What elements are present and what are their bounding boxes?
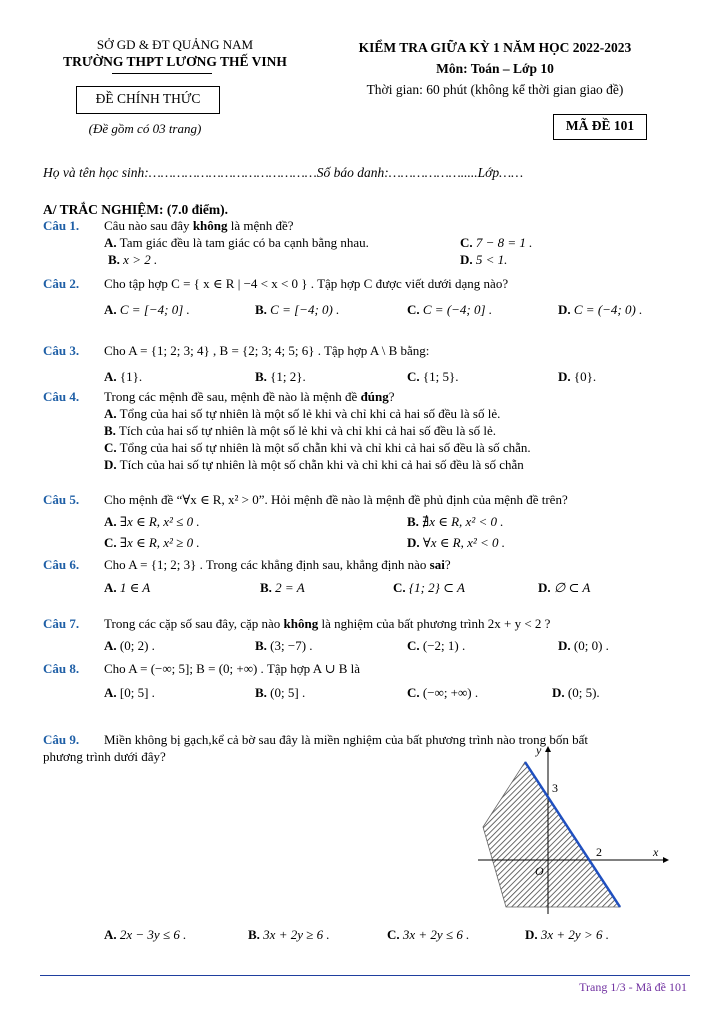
option-key: B.: [255, 369, 267, 384]
question-stem: Cho tập hợp C = { x ∈ R | −4 < x < 0 } . Tập hợp C được viết dưới dạng nào?: [104, 276, 509, 291]
stem-emphasis: không: [283, 616, 319, 631]
option-key: C.: [407, 685, 420, 700]
option-a: [104, 580, 150, 596]
option-a: [104, 235, 369, 251]
option-text: Tam giác đều là tam giác có ba cạnh bằng nhau.: [116, 235, 369, 250]
question-stem: Miền không bị gạch,kể cả bờ sau đây là miền nghiệm của bất phương trình nào trong bốn bất: [104, 732, 588, 747]
option-text: (−2; 1) .: [419, 638, 466, 653]
option-key: A.: [104, 580, 117, 595]
option-key: C.: [393, 580, 406, 595]
option-key: D.: [104, 457, 117, 472]
stem-text: là mệnh đề?: [227, 218, 294, 233]
option-d: [525, 927, 609, 943]
question-stem-continued: phương trình dưới đây?: [43, 749, 166, 764]
option-key: D.: [525, 927, 538, 942]
question-label: Câu 6.: [43, 557, 80, 572]
stem-text: là nghiệm của bất phương trình 2x + y < 2 ?: [318, 616, 551, 631]
option-key: B.: [407, 514, 419, 529]
question-stem: [104, 218, 294, 234]
option-key: C.: [387, 927, 400, 942]
option-text: x > 2 .: [119, 252, 158, 267]
time-line: Thời gian: 60 phút (không kể thời gian giao đề): [366, 82, 624, 97]
option-text: C = (−4; 0] .: [419, 302, 493, 317]
option-key: D.: [407, 535, 420, 550]
option-key: A.: [104, 302, 117, 317]
option-key: D.: [558, 369, 571, 384]
option-key: A.: [104, 369, 117, 384]
option-key: C.: [407, 638, 420, 653]
option-a: [104, 406, 500, 422]
option-key: D.: [538, 580, 551, 595]
option-text: (0; 2) .: [116, 638, 155, 653]
section-title: A/ TRẮC NGHIỆM: (7.0 điểm).: [43, 202, 228, 217]
option-text: {1; 5}.: [419, 369, 459, 384]
y-axis-label: y: [536, 743, 542, 757]
option-c: [104, 440, 531, 456]
option-b: [255, 302, 339, 318]
school-name: TRƯỜNG THPT LƯƠNG THẾ VINH: [63, 54, 287, 69]
y-intercept-label: 3: [552, 781, 558, 795]
option-a: [104, 369, 142, 385]
option-c: [460, 235, 532, 251]
option-key: A.: [104, 235, 117, 250]
option-key: B.: [104, 423, 116, 438]
option-text: (0; 5).: [564, 685, 600, 700]
question-label: Câu 5.: [43, 492, 80, 507]
option-key: C.: [407, 369, 420, 384]
option-text: (3; −7) .: [266, 638, 313, 653]
question-stem: [104, 616, 550, 632]
option-text: Tổng của hai số tự nhiên là một số chẵn khi và chỉ khi cả hai số đều là số chẵn.: [116, 440, 531, 455]
department-name: SỞ GD & ĐT QUẢNG NAM: [96, 37, 254, 52]
option-b: [104, 423, 496, 439]
option-text: (−∞; +∞) .: [419, 685, 479, 700]
option-text: ∃x ∈ R, x² ≥ 0 .: [116, 535, 200, 550]
question-stem: [104, 389, 395, 405]
option-b: [255, 638, 313, 654]
option-d: [558, 369, 596, 385]
option-b: [260, 580, 305, 596]
option-text: 3x + 2y > 6 .: [537, 927, 609, 942]
option-b: [108, 252, 157, 268]
school-underline: [112, 73, 212, 74]
option-a: [104, 638, 155, 654]
option-text: 3x + 2y ≤ 6 .: [399, 927, 470, 942]
option-text: {0}.: [570, 369, 597, 384]
option-key: B.: [108, 252, 120, 267]
option-b: [248, 927, 330, 943]
question-label: Câu 7.: [43, 616, 80, 631]
option-d: [407, 535, 505, 551]
option-text: Tích của hai số tự nhiên là một số lẻ khi và chỉ khi cả hai số đều là số lẻ.: [115, 423, 497, 438]
option-key: B.: [255, 685, 267, 700]
option-d: [558, 638, 609, 654]
option-key: C.: [460, 235, 473, 250]
option-text: ∃x ∈ R, x² ≤ 0 .: [116, 514, 200, 529]
question-stem: Cho A = (−∞; 5]; B = (0; +∞) . Tập hợp A ∪ B là: [104, 661, 361, 676]
stem-text: Cho A = {1; 2; 3} . Trong các khẳng định sau, khẳng định nào: [104, 557, 430, 572]
stem-text: Trong các cặp số sau đây, cặp nào: [104, 616, 284, 631]
stem-text: ?: [388, 389, 395, 404]
option-d: [552, 685, 600, 701]
question-label: Câu 9.: [43, 732, 80, 747]
option-text: ∀x ∈ R, x² < 0 .: [419, 535, 506, 550]
option-text: C = (−4; 0) .: [570, 302, 643, 317]
footer-rule: [40, 975, 690, 976]
option-text: Tích của hai số tự nhiên là một số chẵn khi và chỉ khi cả hai số đều là số chẵn: [116, 457, 524, 472]
question-label: Câu 3.: [43, 343, 80, 358]
option-a: [104, 685, 155, 701]
option-c: [407, 369, 458, 385]
option-key: C.: [407, 302, 420, 317]
question-stem: Cho mệnh đề “∀x ∈ R, x² > 0”. Hỏi mệnh đề nào là mệnh đề phủ định của mệnh đề trên?: [104, 492, 568, 507]
option-text: 3x + 2y ≥ 6 .: [259, 927, 330, 942]
option-text: 7 − 8 = 1 .: [472, 235, 533, 250]
stem-emphasis: đúng: [360, 389, 389, 404]
student-info-line: Họ và tên học sinh:……………………………………Số báo danh:……………….....Lớp……: [43, 165, 524, 180]
option-text: ∅ ⊂ A: [550, 580, 591, 595]
option-c: [387, 927, 469, 943]
stem-text: Trong các mệnh đề sau, mệnh đề nào là mệnh đề: [104, 389, 361, 404]
option-key: A.: [104, 638, 117, 653]
option-c: [407, 685, 478, 701]
option-text: [0; 5] .: [116, 685, 155, 700]
option-key: B.: [255, 302, 267, 317]
official-label: ĐỀ CHÍNH THỨC: [95, 91, 201, 106]
option-key: B.: [255, 638, 267, 653]
option-b: [407, 514, 504, 530]
option-text: C = [−4; 0] .: [116, 302, 190, 317]
x-axis-label: x: [653, 845, 659, 859]
option-d: [104, 457, 524, 473]
option-key: A.: [104, 406, 117, 421]
stem-text: Câu nào sau đây: [104, 218, 193, 233]
option-text: (0; 0) .: [570, 638, 609, 653]
option-a: [104, 927, 186, 943]
origin-label: O: [535, 864, 544, 878]
subject-line: Môn: Toán – Lớp 10: [436, 61, 554, 76]
question-label: Câu 8.: [43, 661, 80, 676]
question-label: Câu 4.: [43, 389, 80, 404]
exam-title: KIỂM TRA GIỮA KỲ 1 NĂM HỌC 2022-2023: [358, 40, 632, 55]
option-d: [558, 302, 642, 318]
option-key: D.: [558, 638, 571, 653]
option-text: {1; 2} ⊂ A: [405, 580, 465, 595]
option-key: D.: [460, 252, 473, 267]
option-b: [255, 369, 306, 385]
stem-text: ?: [444, 557, 451, 572]
option-b: [255, 685, 305, 701]
option-text: Tổng của hai số tự nhiên là một số lẻ khi và chỉ khi cả hai số đều là số lẻ.: [116, 406, 501, 421]
x-intercept-label: 2: [596, 845, 602, 859]
option-c: [407, 302, 492, 318]
question-stem: Cho A = {1; 2; 3; 4} , B = {2; 3; 4; 5; 6} . Tập hợp A \ B bằng:: [104, 343, 430, 358]
option-d: [538, 580, 590, 596]
option-c: [407, 638, 465, 654]
stem-emphasis: sai: [429, 557, 445, 572]
option-text: (0; 5] .: [266, 685, 306, 700]
option-c: [393, 580, 465, 596]
option-text: {1; 2}.: [266, 369, 306, 384]
option-key: D.: [552, 685, 565, 700]
page-footer: Trang 1/3 - Mã đề 101: [579, 980, 687, 994]
option-d: [460, 252, 507, 268]
option-text: 2 = A: [271, 580, 305, 595]
option-a: [104, 514, 200, 530]
inequality-region-graph: [478, 742, 678, 917]
option-text: 2x − 3y ≤ 6 .: [116, 927, 187, 942]
option-key: B.: [260, 580, 272, 595]
option-key: B.: [248, 927, 260, 942]
option-text: 5 < 1.: [472, 252, 508, 267]
stem-emphasis: không: [192, 218, 228, 233]
option-key: A.: [104, 927, 117, 942]
option-text: C = [−4; 0) .: [266, 302, 340, 317]
option-text: ∄x ∈ R, x² < 0 .: [418, 514, 504, 529]
exam-code: MÃ ĐỀ 101: [565, 118, 635, 133]
option-key: C.: [104, 535, 117, 550]
option-c: [104, 535, 200, 551]
question-label: Câu 1.: [43, 218, 80, 233]
question-stem: [104, 557, 451, 573]
pages-note: (Đề gồm có 03 trang): [88, 121, 202, 136]
question-label: Câu 2.: [43, 276, 80, 291]
option-text: 1 ∈ A: [116, 580, 151, 595]
option-a: [104, 302, 190, 318]
option-key: A.: [104, 685, 117, 700]
option-key: A.: [104, 514, 117, 529]
option-text: {1}.: [116, 369, 143, 384]
option-key: D.: [558, 302, 571, 317]
option-key: C.: [104, 440, 117, 455]
